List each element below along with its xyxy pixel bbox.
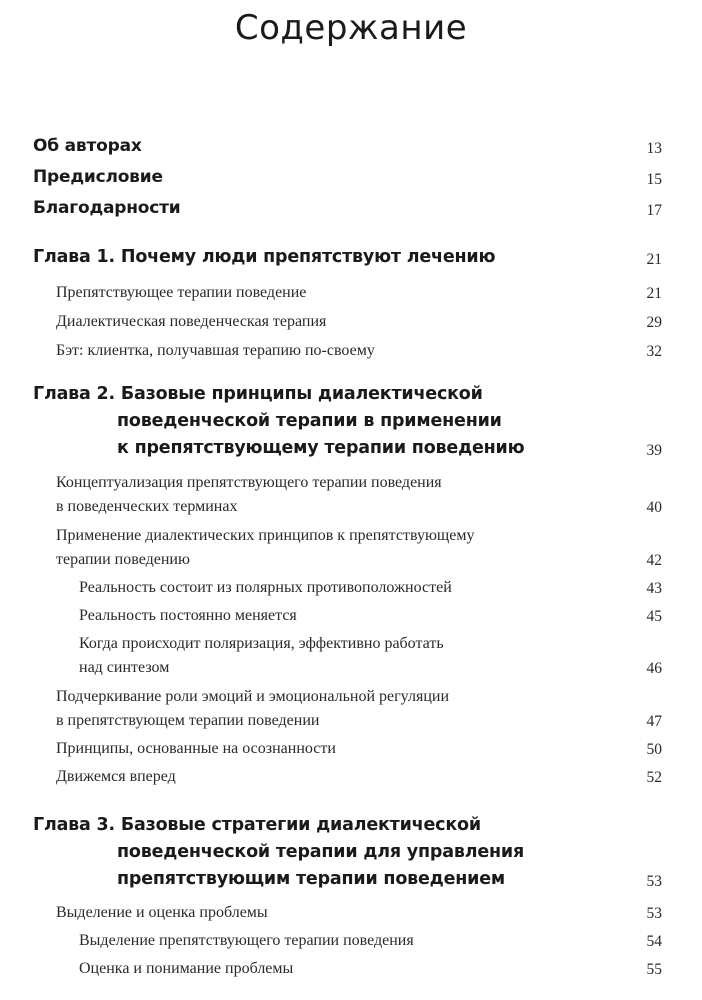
toc-entry-title: Предисловие <box>33 167 163 187</box>
toc-page-number: 53 <box>646 905 662 922</box>
toc-section-title-continued: в поведенческих терминах <box>56 498 238 515</box>
toc-chapter-title-continued: препятствующим терапии поведением <box>117 869 506 889</box>
toc-subsection-title: Выделение препятствующего терапии поведения <box>79 932 414 949</box>
toc-entry-title: Об авторах <box>33 136 142 156</box>
toc-section-title: Движемся вперед <box>56 768 176 785</box>
toc-page-number: 17 <box>646 202 662 219</box>
toc-entry-title: Благодарности <box>33 198 181 218</box>
toc-section-title: Концептуализация препятствующего терапии поведения <box>56 474 442 491</box>
toc-page-number: 40 <box>646 499 662 516</box>
toc-page-number: 39 <box>646 442 662 459</box>
toc-subsection-title: Реальность состоит из полярных противоположностей <box>79 579 452 596</box>
toc-section-title: Бэт: клиентка, получавшая терапию по-своему <box>56 342 375 359</box>
toc-page-number: 46 <box>646 660 662 677</box>
toc-page-number: 54 <box>646 933 662 950</box>
toc-chapter-title: Глава 3. Базовые стратегии диалектической <box>33 815 481 835</box>
toc-section-title: Принципы, основанные на осознанности <box>56 740 336 757</box>
toc-chapter-title-continued: поведенческой терапии для управления <box>117 842 524 862</box>
toc-section-title: Подчеркивание роли эмоций и эмоциональной регуляции <box>56 688 450 705</box>
toc-page-number: 29 <box>646 314 662 331</box>
toc-page-number: 47 <box>646 713 662 730</box>
toc-section-title: Диалектическая поведенческая терапия <box>56 313 327 330</box>
toc-section-title: Препятствующее терапии поведение <box>56 284 307 301</box>
toc-subsection-title-continued: над синтезом <box>79 659 170 676</box>
toc-page-number: 13 <box>646 140 662 157</box>
toc-section-title-continued: в препятствующем терапии поведении <box>56 712 320 729</box>
toc-subsection-title: Оценка и понимание проблемы <box>79 960 294 977</box>
toc-page-number: 21 <box>646 251 662 268</box>
toc-section-title: Применение диалектических принципов к препятствующему <box>56 527 475 544</box>
toc-subsection-title: Реальность постоянно меняется <box>79 607 297 624</box>
toc-chapter-title-continued: к препятствующему терапии поведению <box>117 438 525 458</box>
toc-page-number: 42 <box>646 552 662 569</box>
toc-page-number: 53 <box>646 873 662 890</box>
toc-section-title: Выделение и оценка проблемы <box>56 904 268 921</box>
toc-chapter-title: Глава 1. Почему люди препятствуют лечению <box>33 247 496 267</box>
toc-page-number: 21 <box>646 285 662 302</box>
toc-page-number: 55 <box>646 961 662 978</box>
toc-section-title-continued: терапии поведению <box>56 551 190 568</box>
toc-page-number: 43 <box>646 580 662 597</box>
toc-chapter-title-continued: поведенческой терапии в применении <box>117 411 502 431</box>
toc-subsection-title: Когда происходит поляризация, эффективно работать <box>79 635 444 652</box>
page-title: Содержание <box>234 8 468 48</box>
toc-page-number: 50 <box>646 741 662 758</box>
toc-page-number: 15 <box>646 171 662 188</box>
toc-page-number: 32 <box>646 343 662 360</box>
toc-chapter-title: Глава 2. Базовые принципы диалектической <box>33 384 483 404</box>
toc-page-number: 52 <box>646 769 662 786</box>
toc-page-number: 45 <box>646 608 662 625</box>
